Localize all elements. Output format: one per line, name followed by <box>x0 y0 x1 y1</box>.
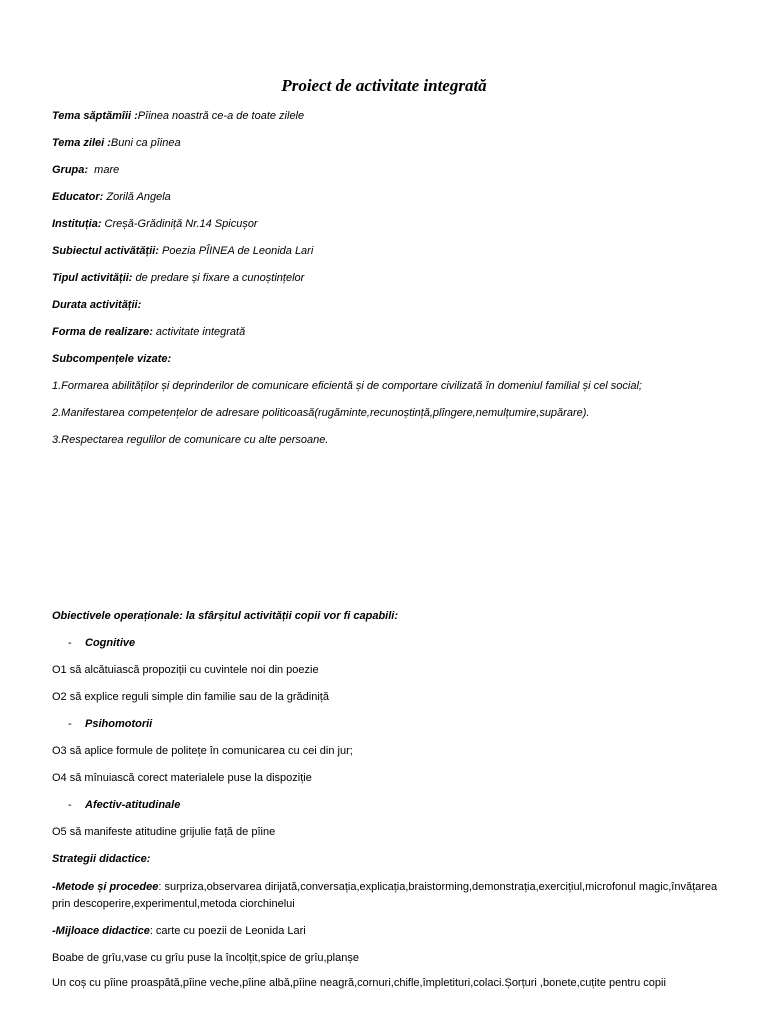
field-value: Zorilă Angela <box>103 191 171 203</box>
objective-o5: O5 să manifeste atitudine grijulie față de pîine <box>52 826 276 838</box>
mijloace-label: -Mijloace didactice <box>52 925 150 937</box>
field-institutia <box>52 217 732 232</box>
category-label: Psihomotorii <box>85 718 153 730</box>
field-subiectul <box>52 244 732 259</box>
objective-o3: O3 să aplice formule de politețe în comunicarea cu cei din jur; <box>52 745 353 757</box>
cos-line: Un coș cu pîine proaspătă,pîine veche,pîine albă,pîine neagră,cornuri,chifle,împletituri,colaci.Șorțuri ,bonete,cuțite pentru copii <box>52 977 666 989</box>
mijloace-line <box>52 924 732 939</box>
boabe-line: Boabe de grîu,vase cu grîu puse la încolțit,spice de grîu,planșe <box>52 952 359 964</box>
field-tema-zilei <box>52 136 732 151</box>
objective-o2: O2 să explice reguli simple din familie sau de la grădiniță <box>52 691 329 703</box>
category-afectiv: - Afectiv-atitudinale <box>68 799 181 811</box>
field-educator <box>52 190 732 205</box>
field-value: Buni ca pîinea <box>110 137 181 149</box>
objective-o1: O1 să alcătuiască propoziții cu cuvintele noi din poezie <box>52 664 319 676</box>
field-label: Tipul activității: <box>52 272 133 284</box>
field-durata <box>52 298 732 313</box>
field-label: Subiectul activătății: <box>52 245 159 257</box>
category-psihomotorii: - Psihomotorii <box>68 718 153 730</box>
field-value: activitate integrată <box>152 326 246 338</box>
field-value: de predare și fixare a cunoștințelor <box>132 272 305 284</box>
field-label: Forma de realizare: <box>52 326 153 338</box>
field-grupa <box>52 163 732 178</box>
category-label: Afectiv-atitudinale <box>85 799 181 811</box>
mijloace-text: : carte cu poezii de Leonida Lari <box>149 925 306 937</box>
objectives-heading: Obiectivele operaționale: la sfârșitul activității copii vor fi capabili: <box>52 610 398 622</box>
field-value: Poezia PÎINEA de Leonida Lari <box>158 245 314 257</box>
document-title: Proiect de activitate integrată <box>281 76 487 95</box>
field-value: Creșă-Grădiniță Nr.14 Spicușor <box>101 218 258 230</box>
field-label: Instituția: <box>52 218 102 230</box>
strategii-heading: Strategii didactice: <box>52 853 151 865</box>
field-forma <box>52 325 732 340</box>
field-label: Grupa: <box>52 164 89 176</box>
field-label: Subcompențele vizate: <box>52 353 172 365</box>
subcompetenta-2: 2.Manifestarea competențelor de adresare politicoasă(rugăminte,recunoștință,plîngere,nemulțumire,supărare). <box>52 407 590 419</box>
subcompetenta-3: 3.Respectarea regulilor de comunicare cu alte persoane. <box>52 434 329 446</box>
field-tema-saptamanii <box>52 109 732 124</box>
field-label: Tema zilei : <box>52 137 111 149</box>
field-label: Tema săptămîii : <box>52 110 138 122</box>
subcompetenta-1: 1.Formarea abilităților și deprinderilor de comunicare eficientă și de comportare civilizată în domeniul familial și cel social; <box>52 380 642 392</box>
metode-label: -Metode și procedee <box>52 881 159 893</box>
category-cognitive: - Cognitive <box>68 637 136 649</box>
metode-text: : surpriza,observarea dirijată,conversația,explicația,braistorming,demonstrația,exercițiul,microfonul magic,învățarea prin descoperire,experimentul,metoda ciorchinelui <box>52 881 718 910</box>
metode-paragraph <box>52 879 722 913</box>
category-label: Cognitive <box>85 637 136 649</box>
field-value: Pîinea noastră ce-a de toate zilele <box>137 110 305 122</box>
field-label: Educator: <box>52 191 104 203</box>
objective-o4: O4 să mînuiască corect materialele puse la dispoziție <box>52 772 312 784</box>
field-subcompetente <box>52 352 732 367</box>
field-value: mare <box>88 164 120 176</box>
field-label: Durata activității: <box>52 299 142 311</box>
field-tipul <box>52 271 732 286</box>
